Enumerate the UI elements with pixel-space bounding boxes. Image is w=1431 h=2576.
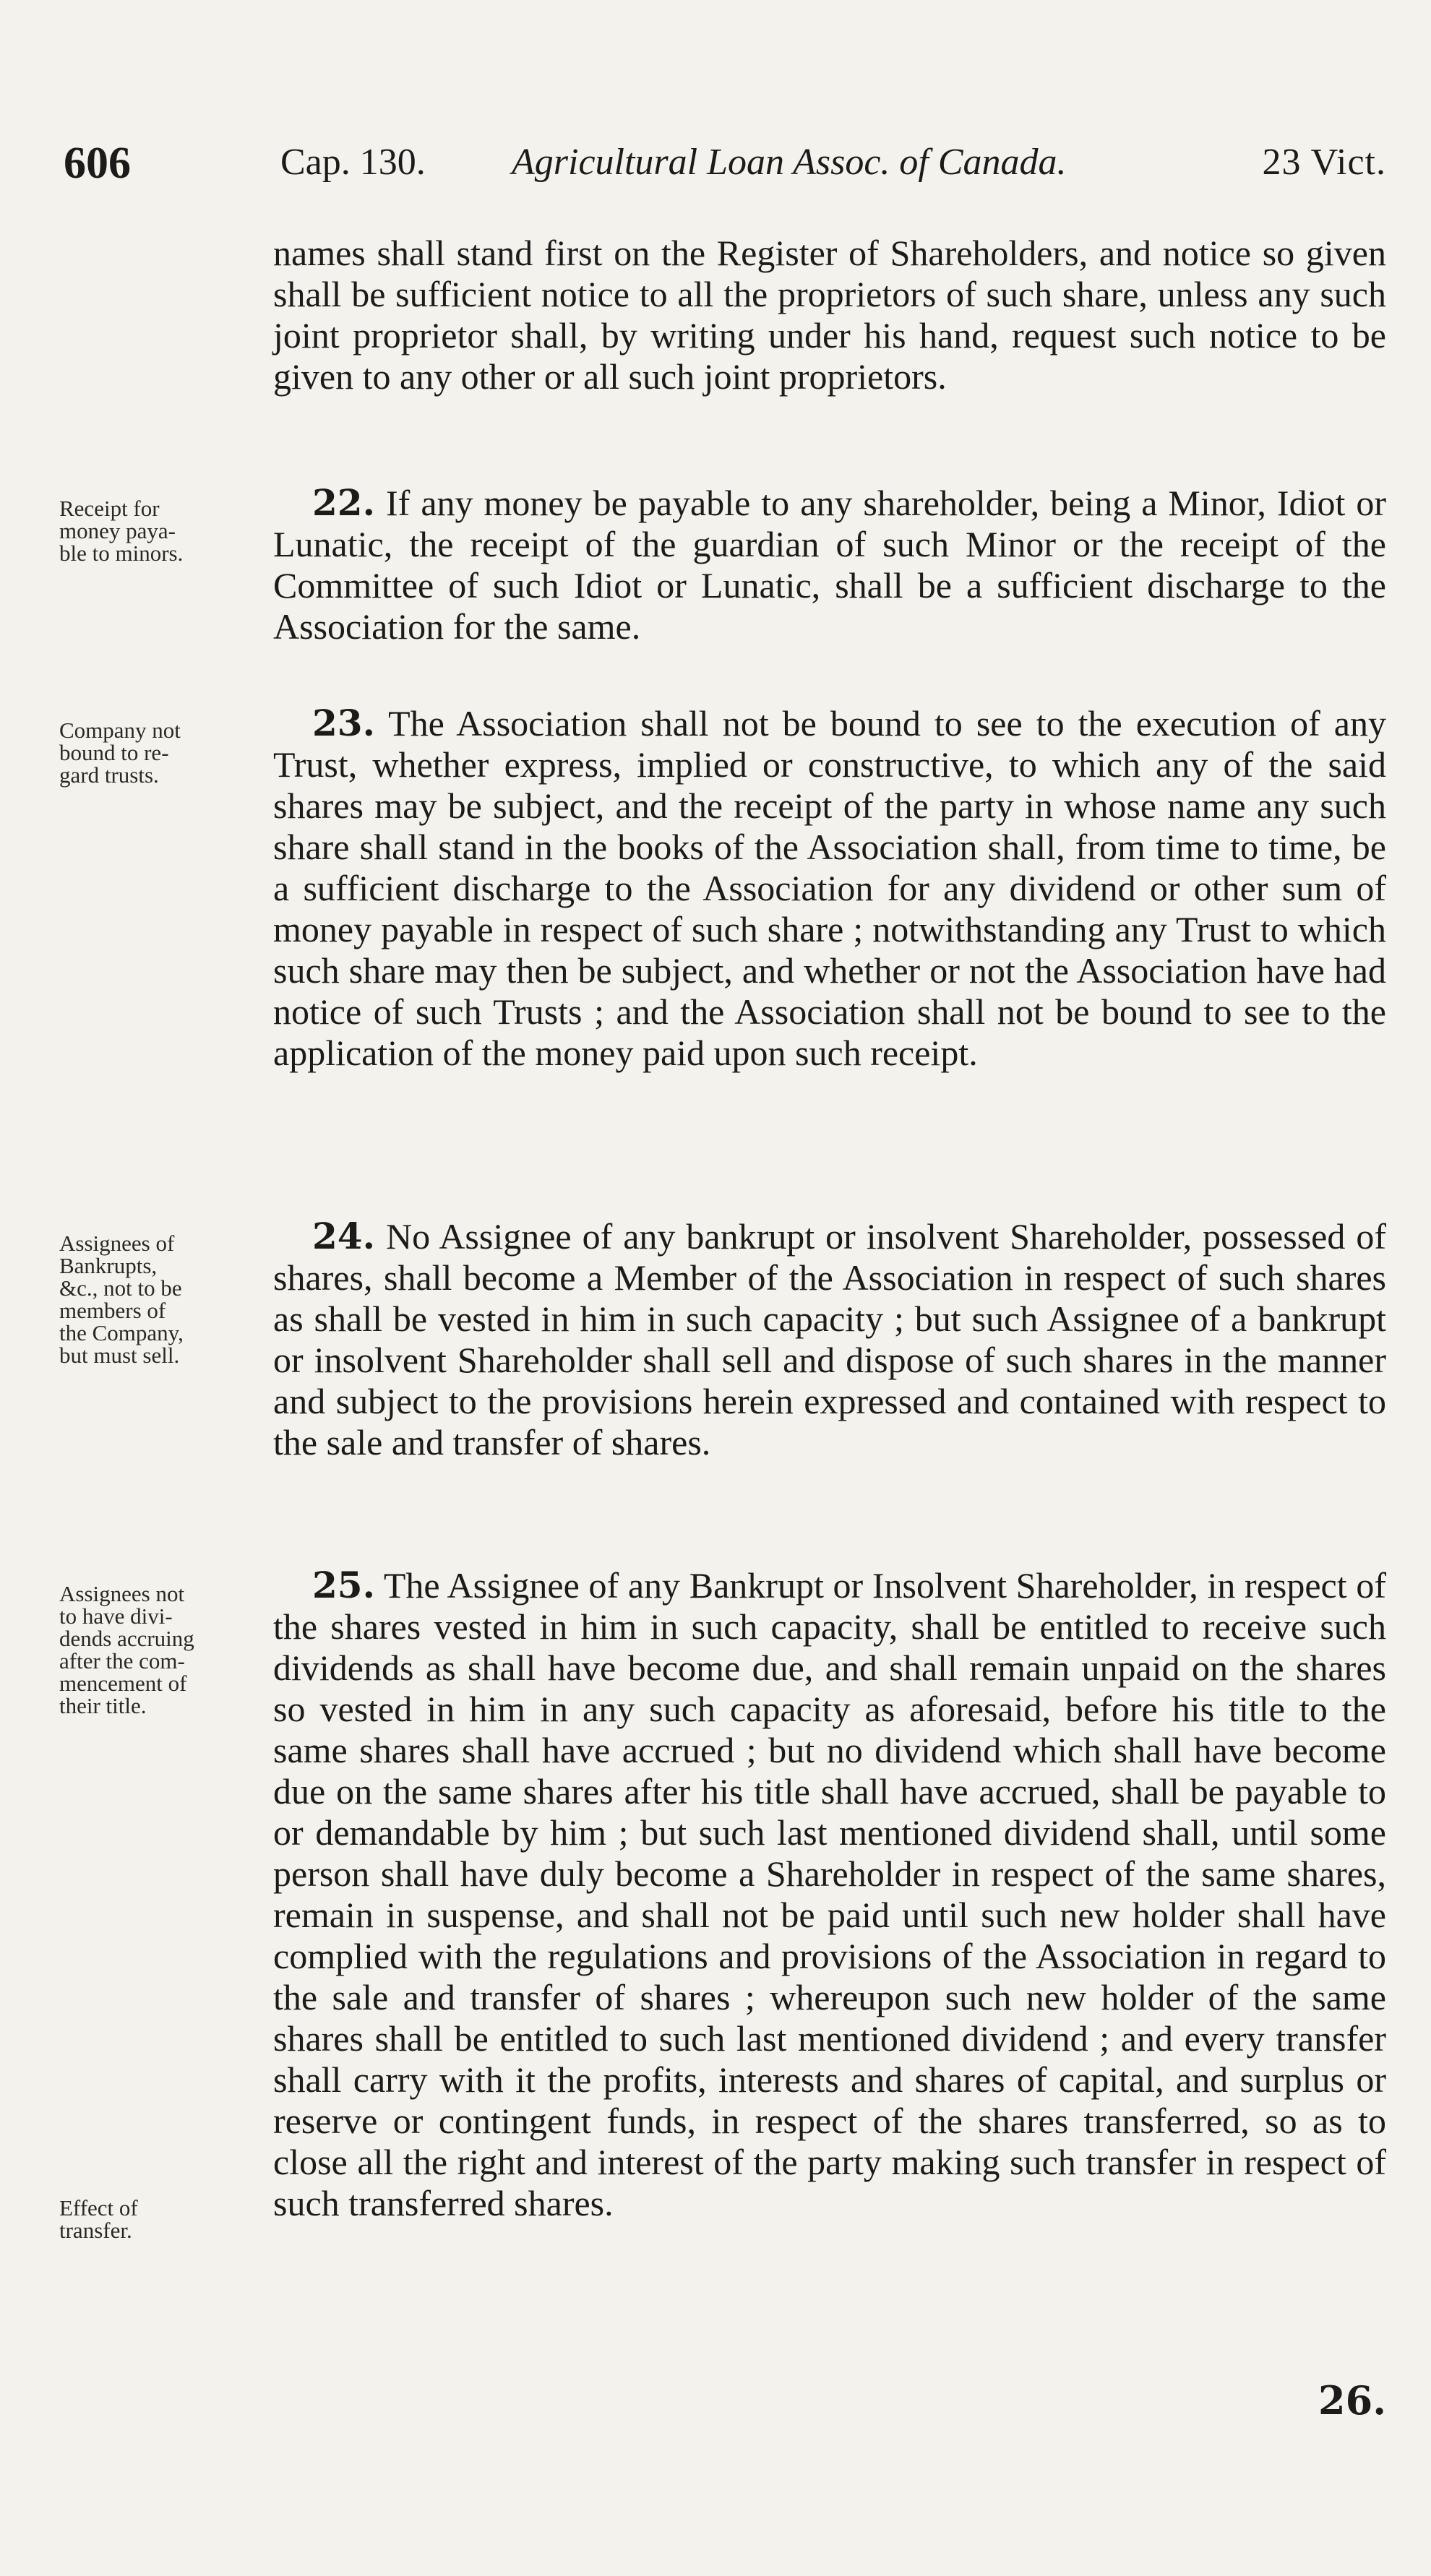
section-number: 22.	[312, 481, 375, 524]
margin-note-line: the Company,	[59, 1320, 184, 1345]
section-text: If any money be payable to any shareholder, being a Minor, Idiot or Lunatic, the receipt of the guardian of such Minor or the receipt of the Committee of such Idiot or Lunatic, shall be a sufficient discharge to the Association for the same.	[273, 483, 1387, 647]
margin-note-line: transfer.	[59, 2218, 132, 2243]
margin-note-line: members of	[59, 1298, 166, 1323]
section-number: 23.	[312, 702, 375, 744]
margin-note-effect-of-transfer	[59, 2197, 265, 2241]
section-text: No Assignee of any bankrupt or insolvent Shareholder, possessed of shares, shall become a Member of the Association in respect of such shares as shall be vested in him in such capacity ; but such Assignee of a bankrupt or insolvent Shareholder shall sell and dispose of such shares in the manner and subject to the provisions herein expressed and contained with respect to the sale and transfer of shares.	[273, 1216, 1386, 1463]
section-number: 25.	[312, 1564, 375, 1606]
regnal-year: 23 Vict.	[1262, 142, 1386, 183]
margin-note-line: Receipt for	[59, 496, 160, 521]
chapter-label: Cap. 130.	[280, 142, 426, 183]
margin-note-line: to have divi-	[59, 1603, 173, 1629]
margin-note-line: bound to re-	[59, 740, 169, 765]
margin-note-line: but must sell.	[59, 1343, 180, 1368]
margin-note-line: Assignees of	[59, 1231, 175, 1256]
margin-note-line: Assignees not	[59, 1581, 185, 1606]
section-24	[273, 1215, 1386, 1463]
continuation-paragraph	[273, 233, 1386, 397]
margin-note-section-23	[59, 719, 265, 786]
margin-note-line: ble to minors.	[59, 540, 184, 566]
margin-note-line: mencement of	[59, 1671, 187, 1696]
margin-note-line: Effect of	[59, 2195, 138, 2220]
section-23	[273, 702, 1386, 1074]
margin-note-line: Bankrupts,	[59, 1253, 158, 1278]
margin-note-line: Company not	[59, 718, 181, 743]
margin-note-line: &c., not to be	[59, 1275, 182, 1301]
page-number: 606	[64, 139, 131, 188]
section-25	[273, 1564, 1386, 2224]
margin-note-line: their title.	[59, 1693, 147, 1718]
section-text: The Assignee of any Bankrupt or Insolvent Shareholder, in respect of the shares vested in him in such capacity, shall be entitled to receive such dividends as shall have become due, and shall remain unpaid on the shares so vested in him in any such capacity as aforesaid, before his title to the same shares shall have accrued ; but no dividend which shall have become due on the same shares after his title shall have accrued, shall be payable to or demandable by him ; but such last mentioned dividend shall, until some person shall have duly become a Shareholder in respect of the same shares, remain in suspense, and shall not be paid until such new holder shall have complied with the regulations and provisions of the Association in regard to the sale and transfer of shares ; whereupon such new holder of the same shares shall be entitled to such last mentioned dividend ; and every transfer shall carry with it the profits, interests and shares of capital, and surplus or reserve or contingent funds, in respect of the shares transferred, so as to close all the right and interest of the party making such transfer in respect of such transferred shares.	[273, 1565, 1386, 2223]
margin-note-section-25	[59, 1582, 265, 1717]
section-text: The Association shall not be bound to see to the execution of any Trust, whether express, implied or constructive, to which any of the said shares may be subject, and the receipt of the party in whose name any such share shall stand in the books of the Association shall, from time to time, be a sufficient discharge to the Association for any dividend or other sum of money payable in respect of such share ; notwithstanding any Trust to which such share may then be subject, and whether or not the Association have had notice of such Trusts ; and the Association shall not be bound to see to the application of the money paid upon such receipt.	[273, 703, 1386, 1073]
margin-note-line: gard trusts.	[59, 762, 159, 788]
margin-note-section-22	[59, 497, 265, 564]
page-header	[64, 141, 1386, 206]
margin-note-section-24	[59, 1232, 265, 1366]
section-number: 24.	[312, 1215, 375, 1257]
continuation-text: names shall stand first on the Register of Shareholders, and notice so given shall be sufficient notice to all the proprietors of such share, unless any such joint proprietor shall, by writing under his hand, request such notice to be given to any other or all such joint proprietors.	[273, 233, 1386, 397]
section-22	[273, 482, 1386, 647]
catchword: 26.	[1318, 2377, 1386, 2424]
margin-note-line: dends accruing	[59, 1626, 194, 1651]
margin-note-line: after the com-	[59, 1648, 185, 1673]
running-title: Agricultural Loan Assoc. of Canada.	[512, 142, 1067, 183]
margin-note-line: money paya-	[59, 518, 176, 543]
